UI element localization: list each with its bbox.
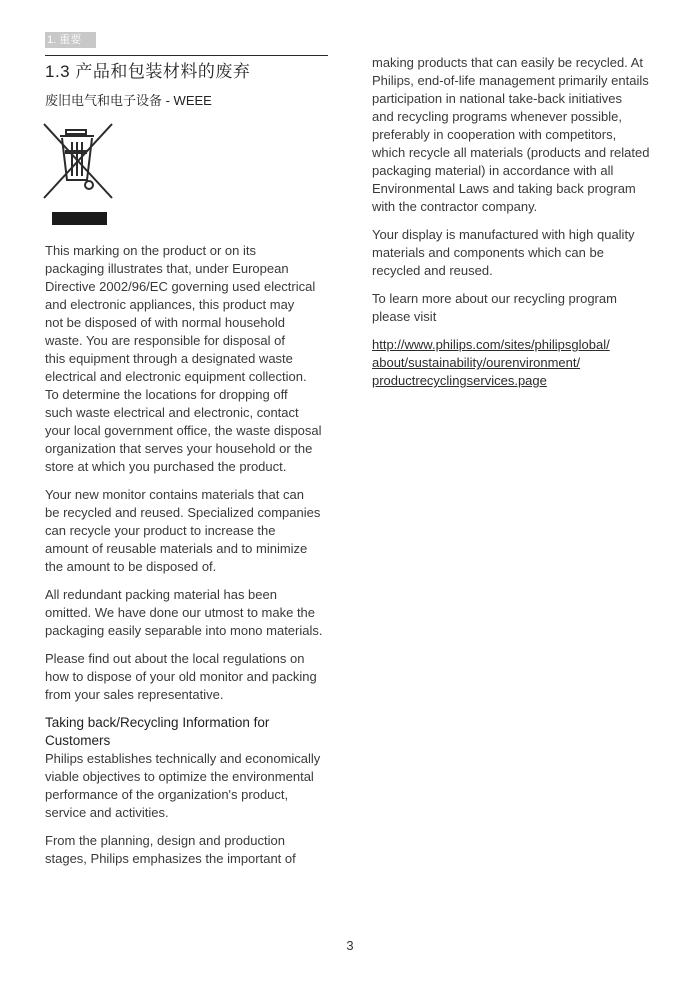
chapter-tab: 1. 重要	[45, 32, 96, 48]
section-title: 1.3 产品和包装材料的废弃	[45, 62, 251, 81]
paragraph: Please find out about the local regulations on how to dispose of your old monitor and packing from your sales representative.	[45, 651, 317, 702]
title-rule	[45, 55, 328, 56]
paragraph: Your new monitor contains materials that can be recycled and reused. Specialized companies can recycle your product to increase the amount of reusable materials and to minimize the amount to be disposed of.	[45, 487, 321, 574]
paragraph: Philips establishes technically and economically viable objectives to optimize the environmental performance of the organization's product, service and activities.	[45, 751, 321, 820]
right-column	[372, 54, 667, 390]
recycling-link[interactable]: http://www.philips.com/sites/philipsglobal/ about/sustainability/ourenvironment/ productrecyclingservices.page	[372, 337, 610, 388]
subsection-title: Taking back/Recycling Information for Customers	[45, 715, 270, 748]
weee-bar	[52, 212, 107, 225]
crossed-out-wheelie-bin-icon	[42, 122, 114, 200]
paragraph: To learn more about our recycling program please visit	[372, 291, 617, 324]
weee-subheading: 废旧电气和电子设备 - WEEE	[45, 93, 212, 108]
paragraph: All redundant packing material has been omitted. We have done our utmost to make the packaging easily separable into mono materials.	[45, 587, 323, 638]
left-column	[45, 242, 335, 878]
paragraph: making products that can easily be recycled. At Philips, end-of-life management primarily entails participation in national take-back initiatives and recycling programs whenever possible, preferably in cooperation with competitors, which recycle all materials (products and related packaging material) in accordance with all Environmental Laws and taking back program with the contractor company.	[372, 55, 650, 214]
paragraph: This marking on the product or on its packaging illustrates that, under European Directive 2002/96/EC governing used electrical and electronic appliances, this product may not be disposed of with normal household waste. You are responsible for disposal of this equipment through a designated waste electrical and electronic equipment collection. To determine the locations for dropping off such waste electrical and electronic, contact your local government office, the waste disposal organization that serves your household or the store at which you purchased the product.	[45, 243, 322, 474]
page-number: 3	[346, 938, 354, 953]
paragraph: Your display is manufactured with high quality materials and components which can be recycled and reused.	[372, 227, 635, 278]
paragraph: From the planning, design and production stages, Philips emphasizes the important of	[45, 833, 296, 866]
